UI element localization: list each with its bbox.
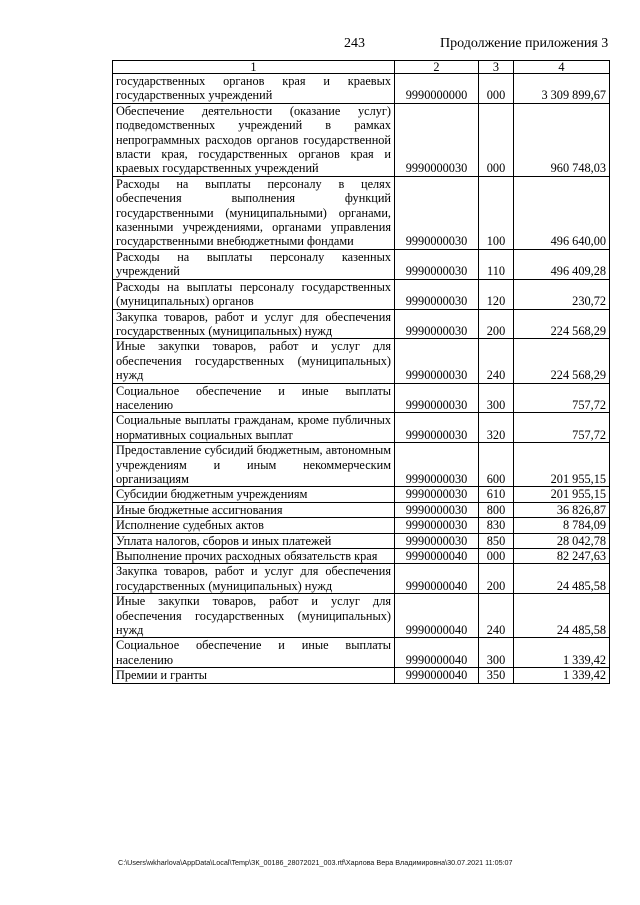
row-type: 830 — [479, 518, 514, 533]
row-amount: 496 640,00 — [514, 176, 610, 249]
row-name: государственных органов края и краевых государственных учреждений — [113, 74, 395, 104]
table-row — [113, 549, 610, 564]
row-amount: 230,72 — [514, 279, 610, 309]
row-name: Расходы на выплаты персоналу в целях обеспечения выполнения функций государственными (муниципальными) органами, казенными учреждениями, органами управления государственными внебюджетными фондами — [113, 176, 395, 249]
row-name: Расходы на выплаты персоналу государственных (муниципальных) органов — [113, 279, 395, 309]
row-type: 350 — [479, 668, 514, 683]
row-code: 9990000040 — [395, 668, 479, 683]
row-amount: 201 955,15 — [514, 487, 610, 502]
row-code: 9990000030 — [395, 249, 479, 279]
table-row — [113, 533, 610, 548]
row-code: 9990000030 — [395, 518, 479, 533]
table-row — [113, 74, 610, 104]
row-code: 9990000030 — [395, 413, 479, 443]
row-amount: 224 568,29 — [514, 339, 610, 383]
row-name: Социальное обеспечение и иные выплаты населению — [113, 638, 395, 668]
table-row — [113, 443, 610, 487]
row-amount: 82 247,63 — [514, 549, 610, 564]
row-name: Иные закупки товаров, работ и услуг для обеспечения государственных (муниципальных) нужд — [113, 594, 395, 638]
table-row — [113, 413, 610, 443]
row-amount: 224 568,29 — [514, 309, 610, 339]
page-number: 243 — [344, 36, 365, 51]
row-amount: 757,72 — [514, 383, 610, 413]
row-amount: 28 042,78 — [514, 533, 610, 548]
row-type: 000 — [479, 103, 514, 176]
row-code: 9990000030 — [395, 176, 479, 249]
row-code: 9990000040 — [395, 638, 479, 668]
row-name: Закупка товаров, работ и услуг для обеспечения государственных (муниципальных) нужд — [113, 309, 395, 339]
row-code: 9990000030 — [395, 309, 479, 339]
row-code: 9990000030 — [395, 383, 479, 413]
row-code: 9990000040 — [395, 594, 479, 638]
row-code: 9990000000 — [395, 74, 479, 104]
file-path-footer: C:\Users\wkharlova\AppData\Local\Temp\ЗК_00186_28072021_003.rtf\Харлова Вера Владимировна\30.07.2021 11:05:07 — [118, 858, 513, 867]
row-type: 000 — [479, 74, 514, 104]
row-type: 300 — [479, 383, 514, 413]
row-amount: 1 339,42 — [514, 638, 610, 668]
row-code: 9990000030 — [395, 279, 479, 309]
table-row — [113, 487, 610, 502]
row-code: 9990000030 — [395, 533, 479, 548]
row-name: Иные бюджетные ассигнования — [113, 502, 395, 517]
table-header-row — [113, 61, 610, 74]
table-row — [113, 103, 610, 176]
row-name: Предоставление субсидий бюджетным, автономным учреждениям и иным некоммерческим организациям — [113, 443, 395, 487]
table-row — [113, 638, 610, 668]
row-code: 9990000040 — [395, 564, 479, 594]
continuation-title: Продолжение приложения 3 — [440, 36, 609, 51]
table-row — [113, 309, 610, 339]
row-name: Социальное обеспечение и иные выплаты населению — [113, 383, 395, 413]
row-code: 9990000030 — [395, 339, 479, 383]
column-header-name: 1 — [113, 61, 395, 74]
row-name: Уплата налогов, сборов и иных платежей — [113, 533, 395, 548]
row-type: 240 — [479, 339, 514, 383]
row-type: 320 — [479, 413, 514, 443]
row-type: 300 — [479, 638, 514, 668]
table-row — [113, 594, 610, 638]
table-row — [113, 249, 610, 279]
row-name: Субсидии бюджетным учреждениям — [113, 487, 395, 502]
row-name: Расходы на выплаты персоналу казенных учреждений — [113, 249, 395, 279]
row-type: 850 — [479, 533, 514, 548]
row-amount: 36 826,87 — [514, 502, 610, 517]
row-amount: 757,72 — [514, 413, 610, 443]
row-type: 800 — [479, 502, 514, 517]
table-row — [113, 279, 610, 309]
row-type: 120 — [479, 279, 514, 309]
row-code: 9990000030 — [395, 103, 479, 176]
row-name: Закупка товаров, работ и услуг для обеспечения государственных (муниципальных) нужд — [113, 564, 395, 594]
row-amount: 201 955,15 — [514, 443, 610, 487]
table-row — [113, 564, 610, 594]
row-type: 000 — [479, 549, 514, 564]
row-code: 9990000030 — [395, 443, 479, 487]
page-header — [0, 36, 640, 56]
row-code: 9990000030 — [395, 487, 479, 502]
row-name: Исполнение судебных актов — [113, 518, 395, 533]
table-row — [113, 502, 610, 517]
row-amount: 24 485,58 — [514, 564, 610, 594]
row-type: 600 — [479, 443, 514, 487]
table-row — [113, 518, 610, 533]
row-type: 100 — [479, 176, 514, 249]
row-amount: 24 485,58 — [514, 594, 610, 638]
table-row — [113, 339, 610, 383]
row-name: Иные закупки товаров, работ и услуг для обеспечения государственных (муниципальных) нужд — [113, 339, 395, 383]
budget-table — [112, 60, 610, 684]
row-name: Премии и гранты — [113, 668, 395, 683]
row-code: 9990000040 — [395, 549, 479, 564]
row-amount: 3 309 899,67 — [514, 74, 610, 104]
row-amount: 1 339,42 — [514, 668, 610, 683]
row-type: 610 — [479, 487, 514, 502]
column-header-code: 2 — [395, 61, 479, 74]
row-name: Обеспечение деятельности (оказание услуг) подведомственных учреждений в рамках непрограммных расходов органов государственной власти края, государственных органов края и краевых государственных учреждений — [113, 103, 395, 176]
row-type: 200 — [479, 309, 514, 339]
table-row — [113, 668, 610, 683]
row-name: Социальные выплаты гражданам, кроме публичных нормативных социальных выплат — [113, 413, 395, 443]
row-amount: 8 784,09 — [514, 518, 610, 533]
row-amount: 960 748,03 — [514, 103, 610, 176]
column-header-amount: 4 — [514, 61, 610, 74]
row-code: 9990000030 — [395, 502, 479, 517]
table-row — [113, 176, 610, 249]
row-type: 200 — [479, 564, 514, 594]
row-amount: 496 409,28 — [514, 249, 610, 279]
row-type: 110 — [479, 249, 514, 279]
table-row — [113, 383, 610, 413]
column-header-type: 3 — [479, 61, 514, 74]
row-type: 240 — [479, 594, 514, 638]
row-name: Выполнение прочих расходных обязательств края — [113, 549, 395, 564]
